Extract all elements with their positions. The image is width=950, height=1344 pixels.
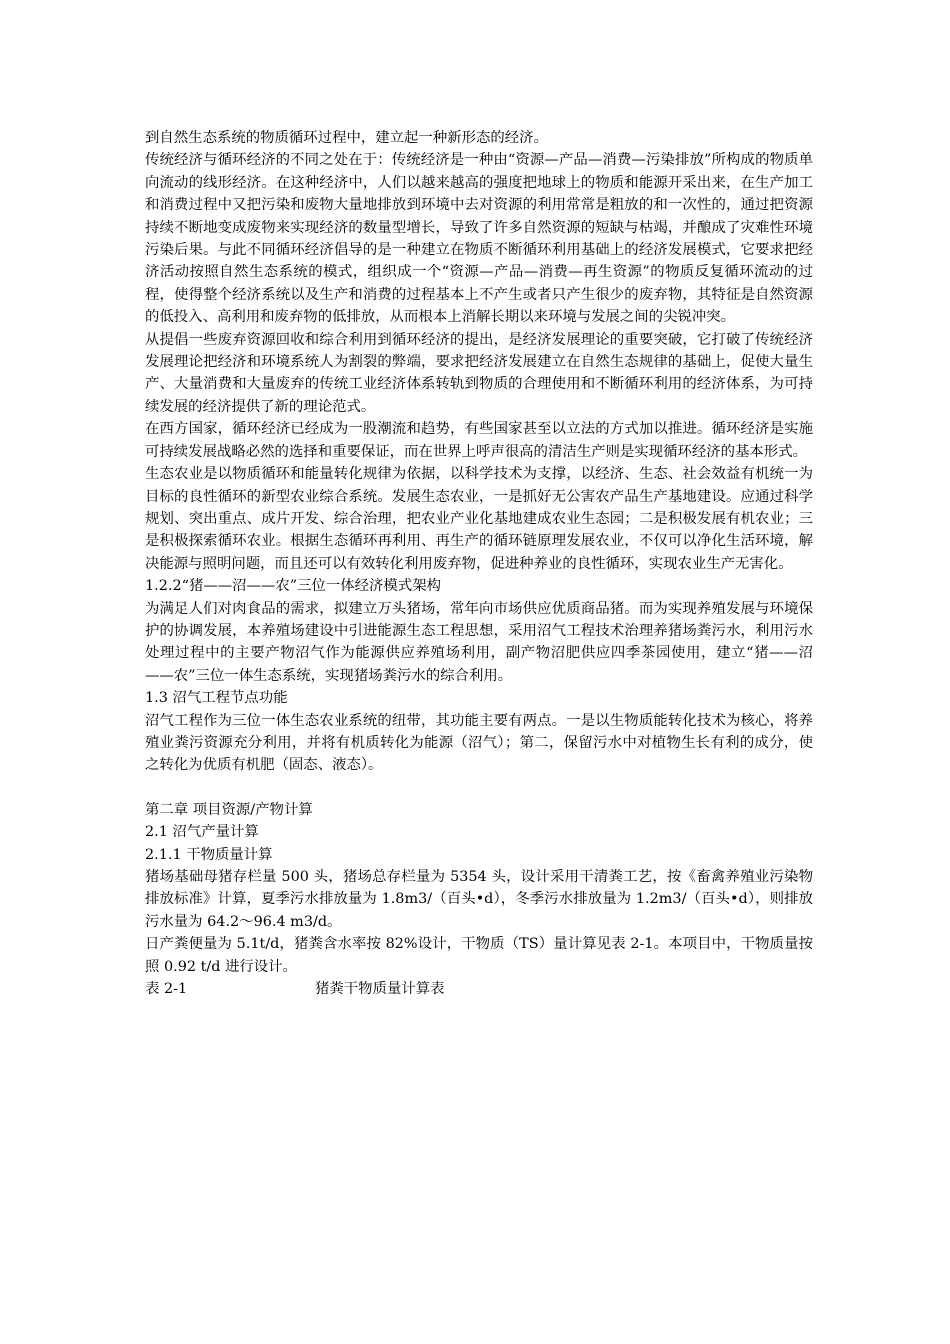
section-heading-2-1-1: 2.1.1 干物质量计算 — [145, 846, 273, 863]
paragraph-ecological-agriculture: 生态农业是以物质循环和能量转化规律为依据，以科学技术为支撑，以经济、生态、社会效益有机统一为目标的良性循环的新型农业综合系统。发展生态农业，一是抓好无公害农产品生产基地建设。应通过科学规划、突出重点、成片开发、综合治理，把农业产业化基地建成农业生态园；二是积极发展有机农业；三是积极探索循环农业。根据生态循环再利用、再生产的循环链原理发展农业，不仅可以净化生活环境，解决能源与照明问题，而且还可以有效转化利用废弃物，促进种养业的良性循环，实现农业生产无害化。 — [145, 466, 813, 572]
paragraph-traditional-vs-circular: 传统经济与循环经济的不同之处在于：传统经济是一种由“资源—产品—消费—污染排放”所构成的物质单向流动的线形经济。在这种经济中，人们以越来越高的强度把地球上的物质和能源开采出来，在生产加工和消费过程中又把污染和废物大量地排放到环境中去对资源的利用常常是粗放的和一次性的，通过把资源持续不断地变成废物来实现经济的数量型增长，导致了许多自然资源的短缺与枯竭，并酿成了灾难性环境污染后果。与此不同循环经济倡导的是一种建立在物质不断循环利用基础上的经济发展模式，它要求把经济活动按照自然生态系统的模式，组织成一个“资源—产品—消费—再生资源”的物质反复循环流动的过程，使得整个经济系统以及生产和消费的过程基本上不产生或者只产生很少的废弃物，其特征是自然资源的低投入、高利用和废弃物的低排放，从而根本上消解长期以来环境与发展之间的尖锐冲突。 — [145, 152, 813, 326]
table-caption-title: 猪粪干物质量计算表 — [315, 981, 445, 998]
paragraph-biogas-function: 沼气工程作为三位一体生态农业系统的纽带，其功能主要有两点。一是以生物质能转化技术为核心，将养殖业粪污资源充分利用，并将有机质转化为能源（沼气）；第二，保留污水中对植物生长有利的成分，使之转化为优质有机肥（固态、液态）。 — [145, 712, 813, 774]
paragraph-intro-continuation: 到自然生态系统的物质循环过程中，建立起一种新形态的经济。 — [145, 130, 548, 146]
paragraph-pig-farm-plan: 为满足人们对肉食品的需求，拟建立万头猪场，常年向市场供应优质商品猪。而为实现养殖发展与环境保护的协调发展，本养殖场建设中引进能源生态工程思想，采用沼气工程技术治理养猪场粪污水，利用污水处理过程中的主要产物沼气作为能源供应养殖场利用，副产物沼肥供应四季茶园使用，建立“猪——沼——农”三位一体生态系统，实现猪场粪污水的综合利用。 — [145, 600, 813, 684]
paragraph-wastewater-volume: 猪场基础母猪存栏量 500 头，猪场总存栏量为 5354 头，设计采用干清粪工艺，按《畜禽养殖业污染物排放标准》计算，夏季污水排放量为 1.8m3/（百头•d），冬季污水排放量为 1.2m3/（百头•d），则排放污水量为 64.2～96.4 m3/d。 — [145, 869, 813, 930]
blank-line — [145, 777, 813, 799]
section-heading-1-3: 1.3 沼气工程节点功能 — [145, 690, 288, 707]
section-heading-1-2-2: 1.2.2“猪——沼——农”三位一体经济模式架构 — [145, 578, 441, 595]
section-heading-2-1: 2.1 沼气产量计算 — [145, 824, 259, 841]
chapter-heading-2: 第二章 项目资源/产物计算 — [145, 801, 313, 818]
table-caption-label: 表 2-1 — [145, 981, 188, 998]
paragraph-dry-matter: 日产粪便量为 5.1t/d，猪粪含水率按 82%设计，干物质（TS）量计算见表 2-1。本项目中，干物质量按照 0.92 t/d 进行设计。 — [145, 936, 813, 975]
table-caption — [145, 978, 813, 1000]
paragraph-theory-breakthrough: 从提倡一些废弃资源回收和综合利用到循环经济的提出，是经济发展理论的重要突破，它打破了传统经济发展理论把经济和环境系统人为割裂的弊端，要求把经济发展建立在自然生态规律的基础上，促使大量生产、大量消费和大量废弃的传统工业经济体系转轨到物质的合理使用和不断循环利用的经济体系，为可持续发展的经济提供了新的理论范式。 — [145, 331, 813, 415]
document-page — [145, 127, 813, 1000]
paragraph-western-countries: 在西方国家，循环经济已经成为一股潮流和趋势，有些国家甚至以立法的方式加以推进。循环经济是实施可持续发展战略必然的选择和重要保证，而在世界上呼声很高的清洁生产则是实现循环经济的基本形式。 — [145, 421, 813, 460]
